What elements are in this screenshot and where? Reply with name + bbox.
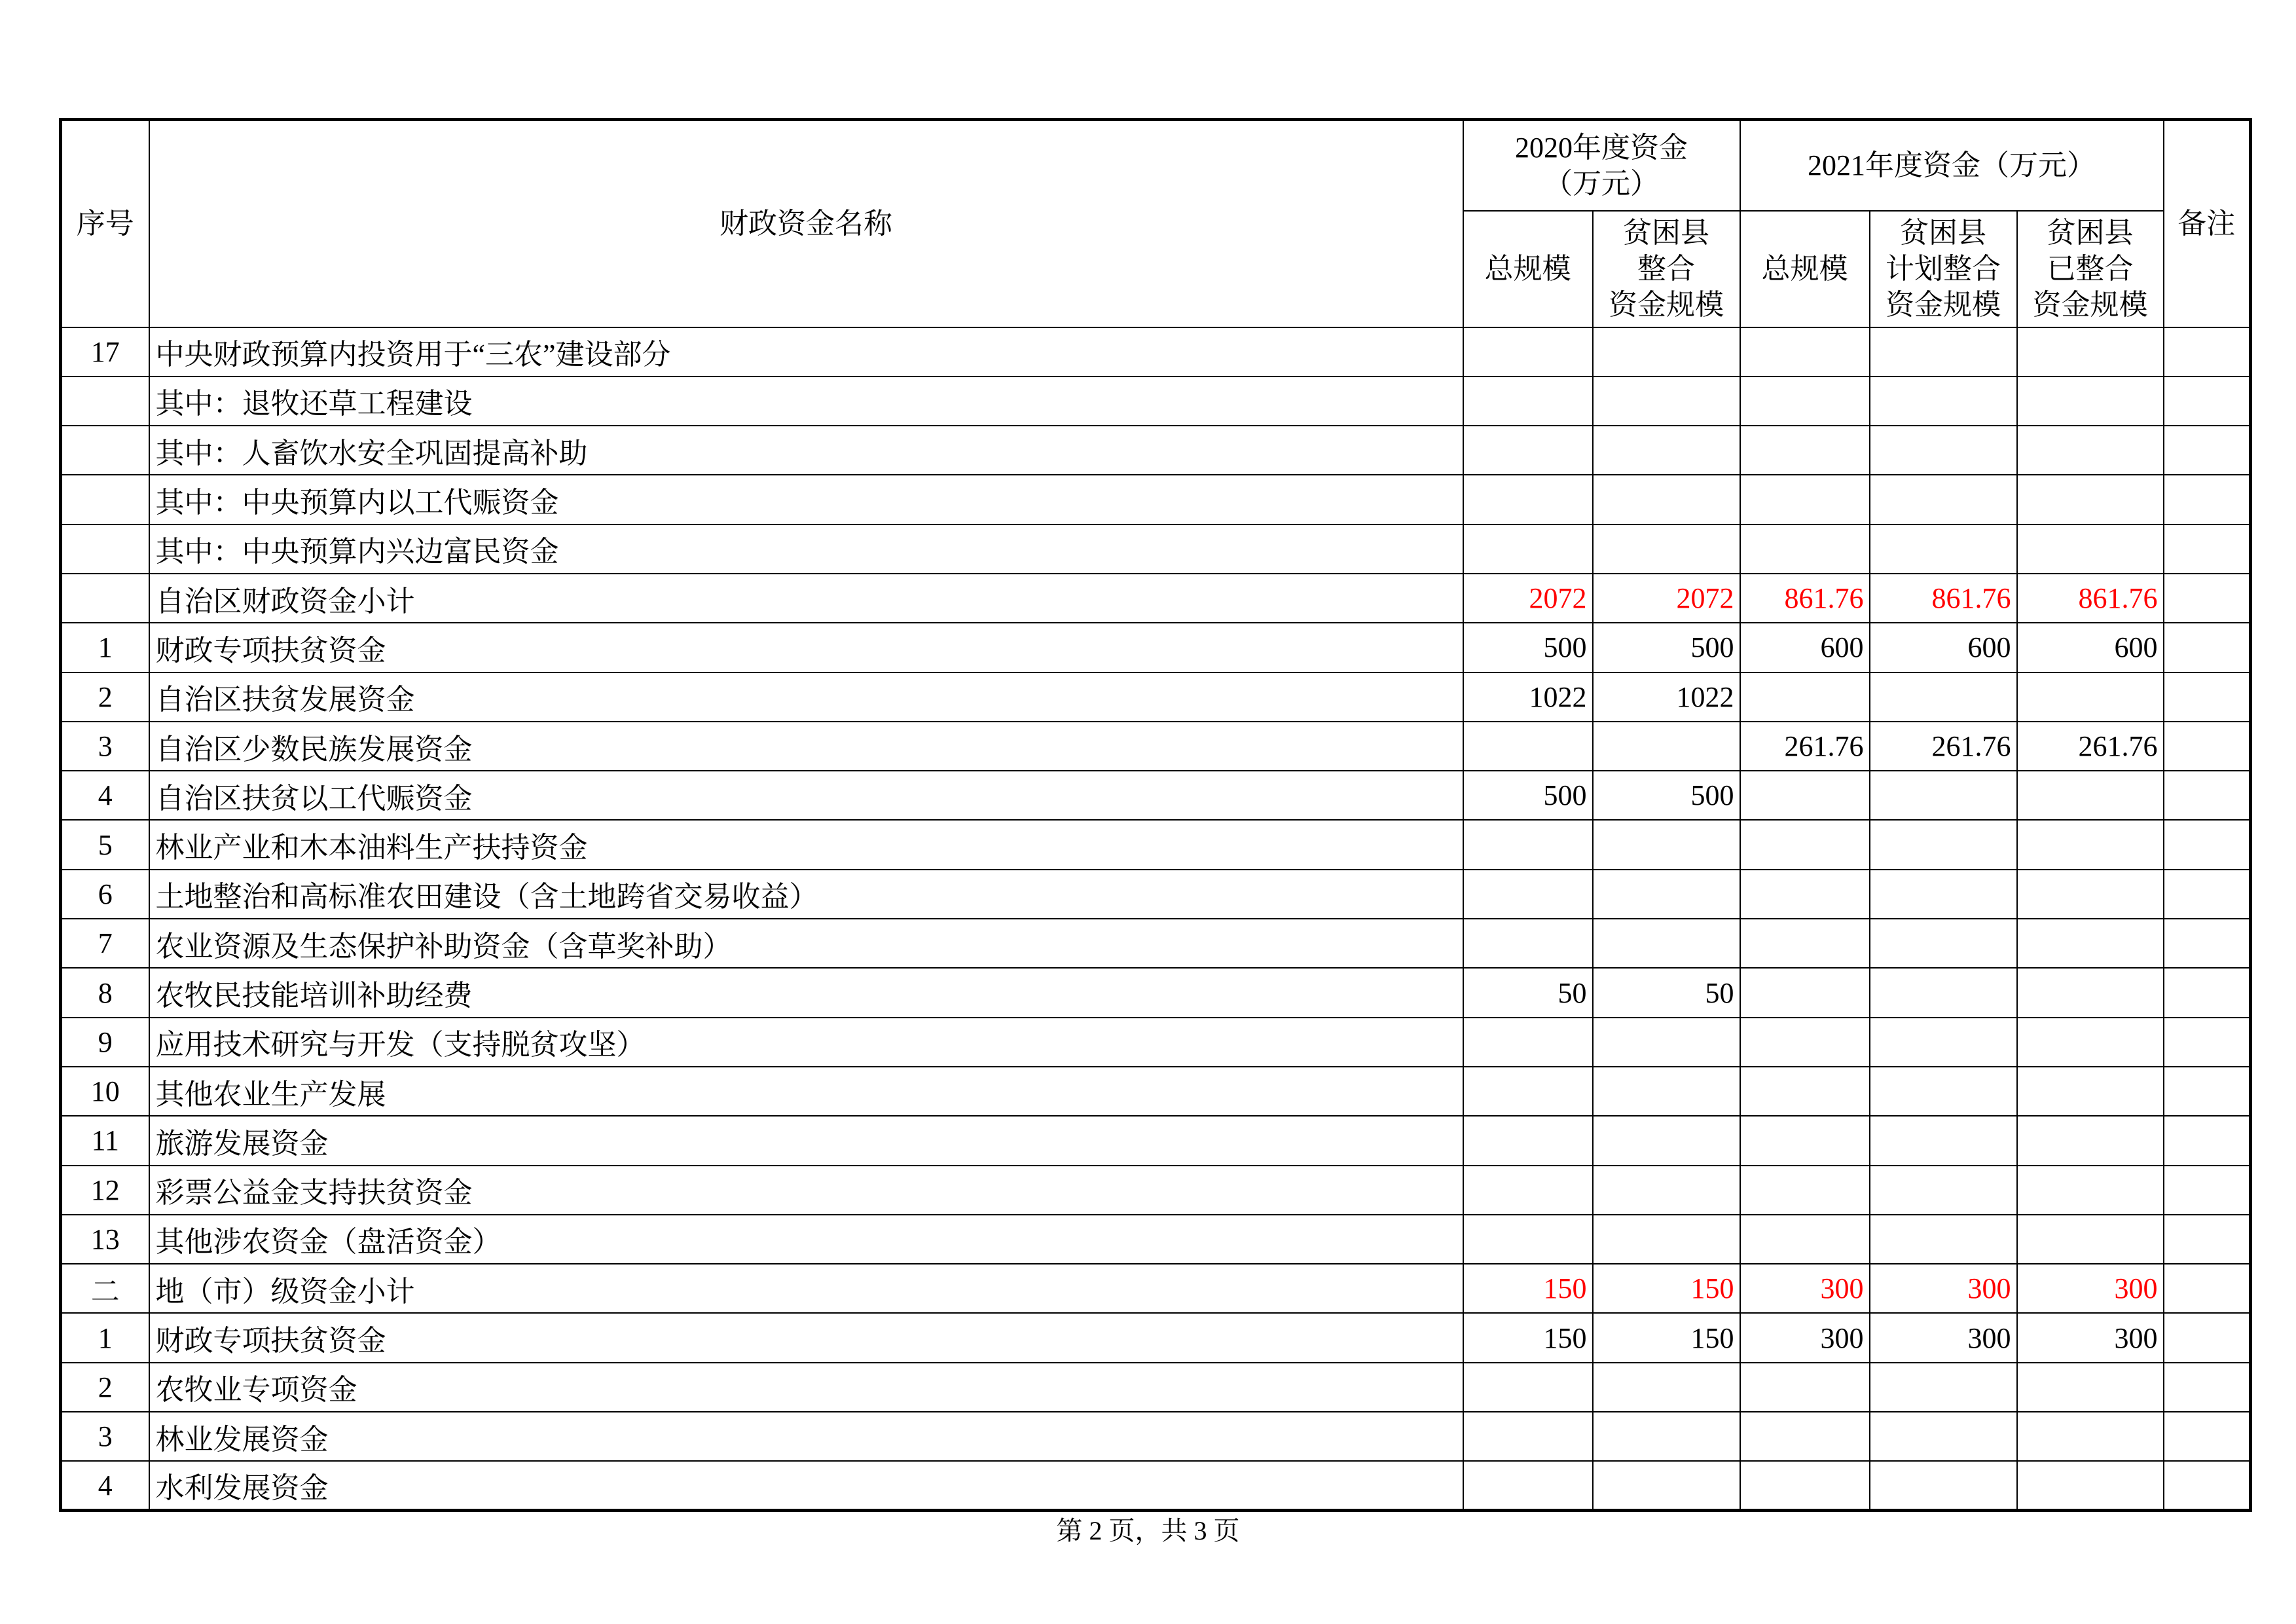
value-2021-total	[1740, 1461, 1870, 1510]
value-2021-poor-integrated	[2017, 771, 2164, 820]
row-seq	[61, 475, 149, 524]
value-2020-total: 2072	[1463, 574, 1593, 623]
fund-name: 土地整治和高标准农田建设（含土地跨省交易收益）	[149, 870, 1463, 919]
value-2020-poor-integrated: 500	[1593, 771, 1740, 820]
col-2020-total-header: 总规模	[1463, 211, 1593, 327]
value-2020-total	[1463, 919, 1593, 968]
value-2020-poor-integrated: 50	[1593, 968, 1740, 1017]
fund-name: 自治区扶贫以工代赈资金	[149, 771, 1463, 820]
remarks-cell	[2164, 1264, 2251, 1313]
remarks-cell	[2164, 1215, 2251, 1264]
row-seq: 4	[61, 1461, 149, 1510]
value-2021-total	[1740, 968, 1870, 1017]
value-2020-total: 150	[1463, 1313, 1593, 1362]
value-2020-poor-integrated	[1593, 1116, 1740, 1165]
table-row	[61, 327, 2251, 377]
row-seq	[61, 574, 149, 623]
value-2021-total	[1740, 1067, 1870, 1116]
remarks-cell	[2164, 820, 2251, 869]
fund-name: 财政专项扶贫资金	[149, 1313, 1463, 1362]
table-row	[61, 1461, 2251, 1510]
value-2021-poor-integrated: 861.76	[2017, 574, 2164, 623]
value-2020-total	[1463, 1215, 1593, 1264]
table-row	[61, 1363, 2251, 1412]
table-row	[61, 1215, 2251, 1264]
remarks-cell	[2164, 673, 2251, 722]
year-2020-header	[1463, 120, 1740, 211]
value-2021-total	[1740, 1018, 1870, 1067]
row-seq: 4	[61, 771, 149, 820]
header-line: 资金规模	[1886, 289, 2001, 321]
remarks-cell	[2164, 327, 2251, 377]
value-2020-poor-integrated	[1593, 1215, 1740, 1264]
remarks-cell	[2164, 525, 2251, 574]
value-2021-poor-planned	[1870, 820, 2017, 869]
remarks-cell	[2164, 426, 2251, 475]
value-2021-poor-integrated	[2017, 377, 2164, 426]
row-seq: 3	[61, 722, 149, 771]
value-2021-poor-integrated	[2017, 968, 2164, 1017]
page-number: 第 2 页，共 3 页	[1056, 1516, 1240, 1545]
remarks-cell	[2164, 377, 2251, 426]
value-2021-total	[1740, 1215, 1870, 1264]
header-line: 贫困县	[1900, 217, 1986, 249]
value-2020-total: 500	[1463, 771, 1593, 820]
remarks-cell	[2164, 870, 2251, 919]
value-2021-poor-integrated	[2017, 1116, 2164, 1165]
value-2020-total: 1022	[1463, 673, 1593, 722]
value-2020-poor-integrated	[1593, 1363, 1740, 1412]
value-2020-total	[1463, 475, 1593, 524]
value-2020-poor-integrated	[1593, 722, 1740, 771]
row-seq: 11	[61, 1116, 149, 1165]
value-2020-poor-integrated	[1593, 870, 1740, 919]
value-2020-poor-integrated: 150	[1593, 1264, 1740, 1313]
remarks-cell	[2164, 1363, 2251, 1412]
remarks-cell	[2164, 1461, 2251, 1510]
value-2021-total	[1740, 820, 1870, 869]
header-line: 资金规模	[1609, 289, 1724, 321]
value-2021-poor-integrated	[2017, 820, 2164, 869]
header-line: 贫困县	[2047, 217, 2134, 249]
table-row	[61, 919, 2251, 968]
col-2020-poor-integrated-header	[1593, 211, 1740, 327]
row-seq: 二	[61, 1264, 149, 1313]
fund-name: 农牧业专项资金	[149, 1363, 1463, 1412]
value-2020-total	[1463, 377, 1593, 426]
value-2021-poor-planned	[1870, 475, 2017, 524]
value-2021-poor-planned: 600	[1870, 623, 2017, 672]
value-2021-total	[1740, 1166, 1870, 1215]
value-2021-total	[1740, 475, 1870, 524]
value-2021-poor-integrated	[2017, 525, 2164, 574]
value-2020-total	[1463, 1067, 1593, 1116]
remarks-header: 备注	[2164, 120, 2251, 327]
fund-name: 中央财政预算内投资用于“三农”建设部分	[149, 327, 1463, 377]
value-2021-poor-integrated	[2017, 327, 2164, 377]
value-2021-poor-integrated	[2017, 919, 2164, 968]
value-2021-total	[1740, 673, 1870, 722]
value-2020-poor-integrated	[1593, 1461, 1740, 1510]
remarks-cell	[2164, 771, 2251, 820]
value-2021-poor-planned	[1870, 1166, 2017, 1215]
fund-name: 自治区少数民族发展资金	[149, 722, 1463, 771]
table-row	[61, 1166, 2251, 1215]
value-2021-poor-planned: 300	[1870, 1313, 2017, 1362]
value-2021-total: 600	[1740, 623, 1870, 672]
value-2021-total	[1740, 1412, 1870, 1461]
subtotal-row	[61, 574, 2251, 623]
fund-name: 农牧民技能培训补助经费	[149, 968, 1463, 1017]
value-2020-poor-integrated: 2072	[1593, 574, 1740, 623]
value-2021-poor-planned	[1870, 673, 2017, 722]
value-2021-total	[1740, 525, 1870, 574]
remarks-cell	[2164, 968, 2251, 1017]
value-2020-total	[1463, 870, 1593, 919]
header-line: 贫困县	[1623, 217, 1709, 249]
row-seq: 1	[61, 623, 149, 672]
fund-name: 其他涉农资金（盘活资金）	[149, 1215, 1463, 1264]
remarks-cell	[2164, 1313, 2251, 1362]
remarks-cell	[2164, 574, 2251, 623]
fund-name: 自治区财政资金小计	[149, 574, 1463, 623]
value-2020-poor-integrated	[1593, 1018, 1740, 1067]
value-2020-total	[1463, 1166, 1593, 1215]
value-2021-poor-integrated	[2017, 870, 2164, 919]
value-2020-poor-integrated	[1593, 377, 1740, 426]
fund-name: 其中：中央预算内兴边富民资金	[149, 525, 1463, 574]
row-seq: 7	[61, 919, 149, 968]
row-seq: 17	[61, 327, 149, 377]
fund-name: 林业产业和木本油料生产扶持资金	[149, 820, 1463, 869]
value-2020-total	[1463, 1363, 1593, 1412]
subtotal-row	[61, 1264, 2251, 1313]
fund-name: 地（市）级资金小计	[149, 1264, 1463, 1313]
value-2020-total	[1463, 1116, 1593, 1165]
value-2021-poor-integrated	[2017, 1215, 2164, 1264]
value-2021-poor-planned	[1870, 327, 2017, 377]
row-seq	[61, 525, 149, 574]
year-2020-title: 2020年度资金	[1515, 131, 1688, 164]
fund-name-header: 财政资金名称	[149, 120, 1463, 327]
value-2020-total	[1463, 722, 1593, 771]
value-2021-poor-planned	[1870, 1067, 2017, 1116]
value-2021-total: 300	[1740, 1264, 1870, 1313]
table-row	[61, 426, 2251, 475]
table-row	[61, 1116, 2251, 1165]
value-2020-total	[1463, 426, 1593, 475]
value-2021-poor-planned	[1870, 1363, 2017, 1412]
value-2020-poor-integrated	[1593, 475, 1740, 524]
value-2021-poor-planned	[1870, 426, 2017, 475]
value-2021-poor-planned	[1870, 1215, 2017, 1264]
year-2020-unit: （万元）	[1544, 167, 1659, 200]
fund-name: 其中：人畜饮水安全巩固提高补助	[149, 426, 1463, 475]
row-seq	[61, 377, 149, 426]
table-row	[61, 673, 2251, 722]
value-2021-poor-integrated: 261.76	[2017, 722, 2164, 771]
value-2020-poor-integrated: 500	[1593, 623, 1740, 672]
value-2021-poor-planned	[1870, 968, 2017, 1017]
value-2020-poor-integrated	[1593, 1067, 1740, 1116]
fund-name: 林业发展资金	[149, 1412, 1463, 1461]
value-2020-poor-integrated	[1593, 525, 1740, 574]
value-2021-poor-planned	[1870, 919, 2017, 968]
value-2021-poor-planned: 300	[1870, 1264, 2017, 1313]
value-2021-poor-integrated: 600	[2017, 623, 2164, 672]
fund-name: 应用技术研究与开发（支持脱贫攻坚）	[149, 1018, 1463, 1067]
value-2021-total	[1740, 771, 1870, 820]
funds-table	[59, 118, 2252, 1512]
table-row	[61, 475, 2251, 524]
value-2021-poor-planned	[1870, 1116, 2017, 1165]
value-2020-poor-integrated: 150	[1593, 1313, 1740, 1362]
fund-name: 农业资源及生态保护补助资金（含草奖补助）	[149, 919, 1463, 968]
table-row	[61, 377, 2251, 426]
table-row	[61, 1018, 2251, 1067]
value-2020-poor-integrated	[1593, 919, 1740, 968]
value-2020-poor-integrated	[1593, 820, 1740, 869]
col-2021-total-header: 总规模	[1740, 211, 1870, 327]
table-row	[61, 1313, 2251, 1362]
value-2020-poor-integrated: 1022	[1593, 673, 1740, 722]
row-seq: 9	[61, 1018, 149, 1067]
value-2021-poor-integrated	[2017, 426, 2164, 475]
remarks-cell	[2164, 919, 2251, 968]
header-line: 整合	[1637, 253, 1695, 285]
remarks-cell	[2164, 623, 2251, 672]
value-2020-poor-integrated	[1593, 327, 1740, 377]
value-2021-poor-integrated	[2017, 475, 2164, 524]
table-row	[61, 870, 2251, 919]
value-2021-total: 261.76	[1740, 722, 1870, 771]
value-2021-poor-planned	[1870, 525, 2017, 574]
table-row	[61, 525, 2251, 574]
remarks-cell	[2164, 1166, 2251, 1215]
value-2020-poor-integrated	[1593, 1166, 1740, 1215]
col-2021-poor-planned-header	[1870, 211, 2017, 327]
table-row	[61, 820, 2251, 869]
value-2021-poor-integrated	[2017, 673, 2164, 722]
value-2021-poor-integrated	[2017, 1067, 2164, 1116]
value-2020-poor-integrated	[1593, 426, 1740, 475]
seq-header: 序号	[61, 120, 149, 327]
row-seq: 1	[61, 1313, 149, 1362]
value-2021-total	[1740, 1363, 1870, 1412]
row-seq	[61, 426, 149, 475]
value-2021-poor-planned	[1870, 377, 2017, 426]
row-seq: 5	[61, 820, 149, 869]
table-body	[61, 327, 2251, 1511]
value-2021-total	[1740, 919, 1870, 968]
remarks-cell	[2164, 1067, 2251, 1116]
fund-name: 其中：中央预算内以工代赈资金	[149, 475, 1463, 524]
value-2020-total: 150	[1463, 1264, 1593, 1313]
header-line: 已整合	[2047, 253, 2134, 285]
year-2021-header: 2021年度资金（万元）	[1740, 120, 2164, 211]
fund-name: 旅游发展资金	[149, 1116, 1463, 1165]
value-2021-total	[1740, 377, 1870, 426]
value-2021-poor-integrated	[2017, 1363, 2164, 1412]
fund-name: 彩票公益金支持扶贫资金	[149, 1166, 1463, 1215]
row-seq: 3	[61, 1412, 149, 1461]
remarks-cell	[2164, 475, 2251, 524]
value-2021-poor-integrated	[2017, 1461, 2164, 1510]
value-2021-poor-integrated	[2017, 1166, 2164, 1215]
row-seq: 6	[61, 870, 149, 919]
value-2021-total	[1740, 426, 1870, 475]
value-2021-total: 861.76	[1740, 574, 1870, 623]
row-seq: 10	[61, 1067, 149, 1116]
value-2021-poor-planned	[1870, 1018, 2017, 1067]
table-row	[61, 771, 2251, 820]
value-2020-total	[1463, 820, 1593, 869]
value-2021-poor-integrated	[2017, 1018, 2164, 1067]
value-2021-poor-integrated: 300	[2017, 1313, 2164, 1362]
row-seq: 12	[61, 1166, 149, 1215]
table-header	[61, 120, 2251, 327]
fund-name: 其他农业生产发展	[149, 1067, 1463, 1116]
table-row	[61, 968, 2251, 1017]
remarks-cell	[2164, 1412, 2251, 1461]
value-2020-total	[1463, 327, 1593, 377]
row-seq: 2	[61, 1363, 149, 1412]
value-2021-poor-planned: 261.76	[1870, 722, 2017, 771]
header-line: 资金规模	[2032, 289, 2148, 321]
table-row	[61, 1412, 2251, 1461]
row-seq: 8	[61, 968, 149, 1017]
header-row-top	[61, 120, 2251, 211]
fund-name: 财政专项扶贫资金	[149, 623, 1463, 672]
value-2021-poor-planned	[1870, 870, 2017, 919]
value-2021-poor-integrated	[2017, 1412, 2164, 1461]
table-row	[61, 722, 2251, 771]
value-2021-poor-planned	[1870, 1461, 2017, 1510]
fund-name: 水利发展资金	[149, 1461, 1463, 1510]
value-2021-total: 300	[1740, 1313, 1870, 1362]
value-2021-poor-planned	[1870, 771, 2017, 820]
fund-name: 自治区扶贫发展资金	[149, 673, 1463, 722]
value-2021-total	[1740, 870, 1870, 919]
value-2020-total: 500	[1463, 623, 1593, 672]
row-seq: 13	[61, 1215, 149, 1264]
value-2020-total	[1463, 1412, 1593, 1461]
value-2020-poor-integrated	[1593, 1412, 1740, 1461]
remarks-cell	[2164, 722, 2251, 771]
table-row	[61, 623, 2251, 672]
value-2020-total	[1463, 1461, 1593, 1510]
fund-name: 其中：退牧还草工程建设	[149, 377, 1463, 426]
value-2021-poor-integrated: 300	[2017, 1264, 2164, 1313]
value-2020-total: 50	[1463, 968, 1593, 1017]
remarks-cell	[2164, 1116, 2251, 1165]
value-2021-poor-planned	[1870, 1412, 2017, 1461]
header-line: 计划整合	[1886, 253, 2001, 285]
remarks-cell	[2164, 1018, 2251, 1067]
value-2020-total	[1463, 525, 1593, 574]
value-2021-total	[1740, 327, 1870, 377]
table-row	[61, 1067, 2251, 1116]
value-2020-total	[1463, 1018, 1593, 1067]
row-seq: 2	[61, 673, 149, 722]
value-2021-total	[1740, 1116, 1870, 1165]
value-2021-poor-planned: 861.76	[1870, 574, 2017, 623]
col-2021-poor-integrated-header	[2017, 211, 2164, 327]
